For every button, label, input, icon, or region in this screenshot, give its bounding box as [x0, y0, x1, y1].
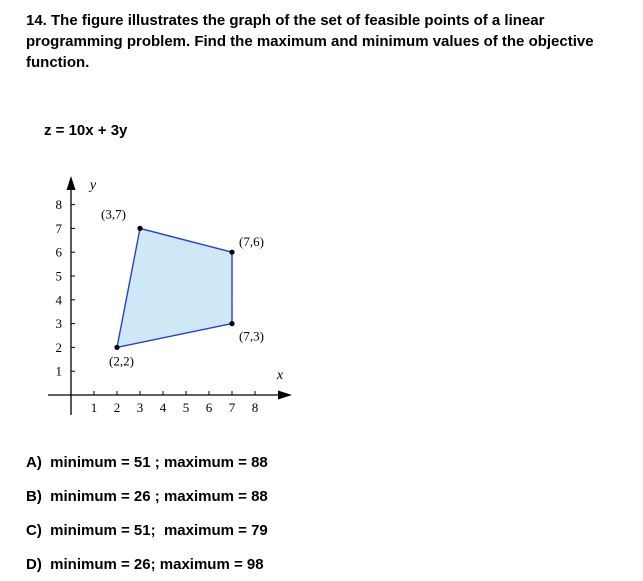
y-tick-label: 5: [55, 268, 62, 284]
x-tick-label: 8: [251, 400, 259, 415]
option-b[interactable]: B) minimum = 26 ; maximum = 88: [26, 488, 268, 505]
y-tick-label: 6: [55, 244, 62, 260]
vertex-point: [229, 321, 234, 326]
option-a[interactable]: A) minimum = 51 ; maximum = 88: [26, 454, 268, 471]
feasible-region-graph: [40, 172, 300, 422]
vertex-label: (7,3): [239, 328, 264, 344]
vertex-point: [114, 345, 119, 350]
x-tick-label: 4: [159, 400, 167, 415]
vertex-label: (7,6): [239, 234, 264, 250]
y-axis-label: y: [89, 178, 97, 193]
x-tick-label: 1: [90, 400, 98, 415]
x-tick-label: 3: [136, 400, 144, 415]
vertex-label: (3,7): [101, 206, 126, 222]
x-tick-label: 7: [228, 400, 236, 415]
x-tick-label: 6: [205, 400, 213, 415]
y-tick-label: 7: [55, 220, 62, 236]
y-axis-arrow: [67, 176, 76, 190]
x-axis-arrow: [278, 391, 292, 400]
x-tick-label: 5: [182, 400, 190, 415]
vertex-point: [229, 250, 234, 255]
option-c[interactable]: C) minimum = 51; maximum = 79: [26, 522, 268, 539]
y-tick-label: 4: [55, 292, 62, 308]
y-tick-label: 1: [55, 363, 62, 379]
vertex-label: (2,2): [109, 353, 134, 369]
y-tick-label: 8: [55, 197, 62, 213]
objective-function: z = 10x + 3y: [44, 122, 128, 139]
x-tick-label: 2: [113, 400, 121, 415]
option-d[interactable]: D) minimum = 26; maximum = 98: [26, 556, 264, 573]
vertex-point: [137, 226, 142, 231]
question-text: 14. The figure illustrates the graph of the set of feasible points of a linear programming problem. Find the maximum and minimum values of the objective function.: [26, 12, 594, 71]
x-axis-label: x: [276, 368, 284, 383]
feasible-region: [117, 228, 232, 347]
y-tick-label: 2: [55, 339, 62, 355]
y-tick-label: 3: [55, 316, 62, 332]
